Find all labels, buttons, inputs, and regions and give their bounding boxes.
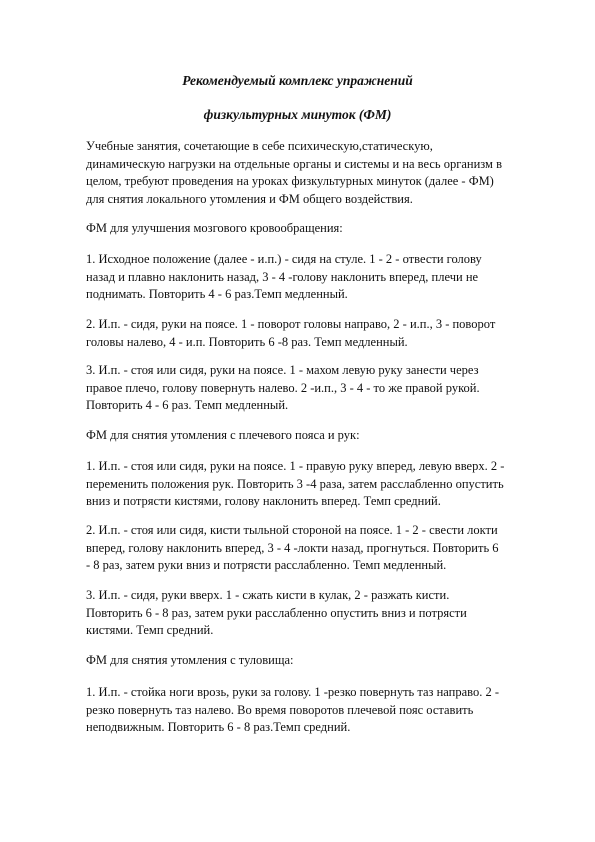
paragraph-line: поднимать. Повторить 4 - 6 раз.Темп медленный. <box>86 287 348 302</box>
paragraph-line: Повторить 4 - 6 раз. Темп медленный. <box>86 398 289 413</box>
section-heading-shoulders-arms <box>86 427 556 445</box>
paragraph-line: 3. И.п. - сидя, руки вверх. 1 - сжать кисти в кулак, 2 - разжать кисти. <box>86 588 450 602</box>
paragraph-line: 1. Исходное положение (далее - и.п.) - сидя на стуле. 1 - 2 - отвести голову <box>86 252 482 266</box>
paragraph-line: головы налево, 4 - и.п. Повторить 6 -8 раз. Темп медленный. <box>86 334 408 349</box>
paragraph-line: назад и плавно наклонить назад, 3 - 4 -голову наклонить вперед, плечи не <box>86 269 479 284</box>
paragraph-line: для снятия локального утомления и ФМ общего воздействия. <box>86 191 413 206</box>
exercise-3-1 <box>86 684 556 737</box>
section-heading-torso <box>86 652 556 670</box>
exercise-1-3 <box>86 362 556 415</box>
paragraph-line: 1. И.п. - стойка ноги врозь, руки за голову. 1 -резко повернуть таз направо. 2 - <box>86 685 500 699</box>
exercise-2-3 <box>86 587 556 640</box>
intro-paragraph <box>86 138 556 208</box>
paragraph-line: неподвижным. Повторить 6 - 8 раз.Темп средний. <box>86 720 351 735</box>
paragraph-line: переменить положения рук. Повторить 3 -4 раза, затем расслабленно опустить <box>86 476 504 491</box>
section-heading: ФМ для улучшения мозгового кровообращения: <box>86 221 343 235</box>
paragraph-line: 2. И.п. - сидя, руки на поясе. 1 - поворот головы направо, 2 - и.п., 3 - поворот <box>86 317 496 331</box>
paragraph-line: 2. И.п. - стоя или сидя, кисти тыльной стороной на поясе. 1 - 2 - свести локти <box>86 523 498 537</box>
paragraph-line: 1. И.п. - стоя или сидя, руки на поясе. 1 - правую руку вперед, левую вверх. 2 - <box>86 459 505 473</box>
paragraph-line: резко повернуть таз налево. Во время поворотов плечевой пояс оставить <box>86 702 474 717</box>
paragraph-line: Учебные занятия, сочетающие в себе психическую,статическую, <box>86 139 433 153</box>
paragraph-line: вниз и потрясти кистями, голову наклонить вперед. Темп средний. <box>86 494 441 509</box>
paragraph-line: динамическую нагрузки на отдельные органы и системы и на весь организм в <box>86 156 502 171</box>
paragraph-line: - 8 раз, затем руки вниз и потрясти расслабленно. Темп медленный. <box>86 558 447 573</box>
document-title-line-1: Рекомендуемый комплекс упражнений <box>182 73 413 88</box>
exercise-2-2 <box>86 522 556 575</box>
section-heading: ФМ для снятия утомления с плечевого пояса и рук: <box>86 428 360 442</box>
paragraph-line: Повторить 6 - 8 раз, затем руки расслабленно опустить вниз и потрясти <box>86 605 467 620</box>
paragraph-line: целом, требуют проведения на уроках физкультурных минуток (далее - ФМ) <box>86 174 494 189</box>
paragraph-line: вперед, голову наклонить вперед, 3 - 4 -локти назад, прогнуться. Повторить 6 <box>86 540 499 555</box>
exercise-1-2 <box>86 316 556 351</box>
paragraph-line: правое плечо, голову повернуть налево. 2 -и.п., 3 - 4 - то же правой рукой. <box>86 380 480 395</box>
section-heading-brain-circulation <box>86 220 556 238</box>
exercise-1-1 <box>86 251 556 304</box>
document-title-line-2: физкультурных минуток (ФМ) <box>203 107 392 122</box>
paragraph-line: кистями. Темп средний. <box>86 623 214 638</box>
exercise-2-1 <box>86 458 556 511</box>
paragraph-line: 3. И.п. - стоя или сидя, руки на поясе. 1 - махом левую руку занести через <box>86 363 479 377</box>
section-heading: ФМ для снятия утомления с туловища: <box>86 653 294 667</box>
